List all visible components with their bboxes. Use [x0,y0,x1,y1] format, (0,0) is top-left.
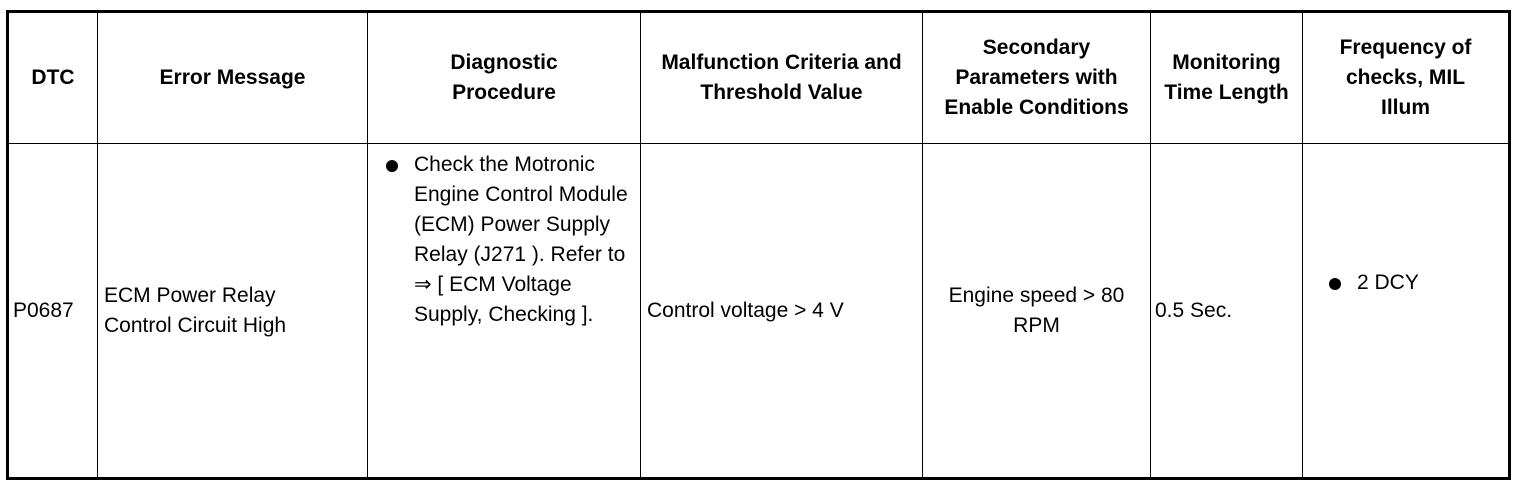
frequency-cell [1303,144,1510,479]
diagnostic-procedure-text: Check the Motronic Engine Control Module (ECM) Power Supply Relay (J271 ). Refer to ⇒ [ ECM Voltage Supply, Checking ]. [414,153,628,326]
header-monitoring-time: Monitoring Time Length [1151,12,1303,144]
list-item [1323,268,1504,298]
header-malfunction-criteria: Malfunction Criteria and Threshold Value [641,12,923,144]
malfunction-criteria: Control voltage > 4 V [641,144,923,479]
header-row [8,12,1510,144]
dtc-table [6,10,1511,480]
diagnostic-procedure-cell [368,144,641,479]
header-diagnostic-procedure: Diagnostic Procedure [368,12,641,144]
header-secondary-parameters: Secondary Parameters with Enable Conditions [923,12,1151,144]
bullet-icon [1329,278,1341,290]
monitoring-time: 0.5 Sec. [1151,144,1303,479]
header-dtc: DTC [8,12,98,144]
bullet-icon [386,160,398,172]
header-frequency: Frequency of checks, MIL Illum [1303,12,1510,144]
table-row [8,144,1510,479]
error-message: ECM Power Relay Control Circuit High [98,144,368,479]
frequency-text: 2 DCY [1357,271,1419,294]
frequency-list [1323,268,1504,298]
list-item [380,150,630,330]
diagnostic-procedure-list [380,150,630,330]
secondary-parameters: Engine speed > 80 RPM [923,144,1151,479]
dtc-code: P0687 [8,144,98,479]
header-error-message: Error Message [98,12,368,144]
